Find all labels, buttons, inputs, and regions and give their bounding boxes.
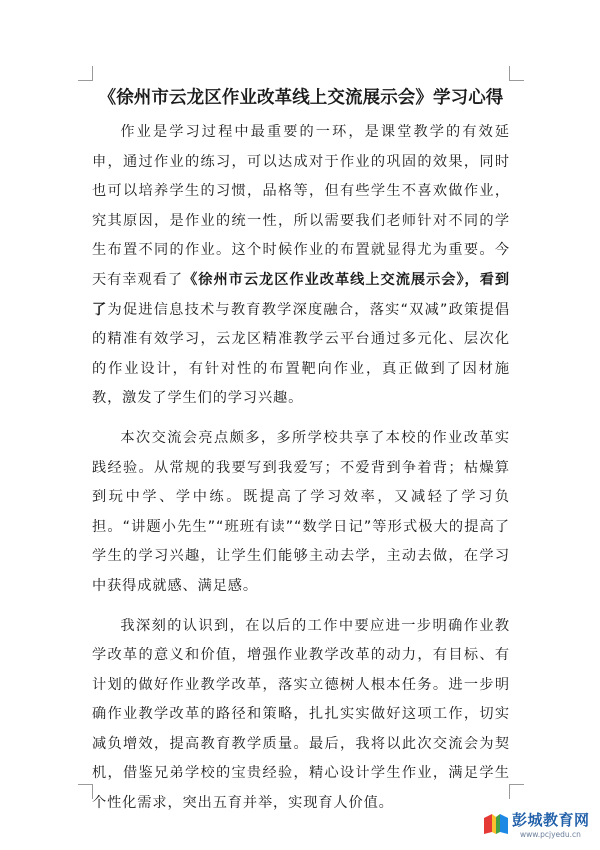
document-title: 《徐州市云龙区作业改革线上交流展示会》学习心得 bbox=[98, 88, 504, 108]
document-body bbox=[92, 118, 510, 829]
crop-mark-top-right bbox=[509, 66, 524, 81]
paragraph-1-bold-text: 《徐州市云龙区作业改革线上交流展示会》，看到了 bbox=[92, 271, 511, 318]
paragraph-2 bbox=[92, 424, 510, 602]
crop-mark-top-left bbox=[78, 66, 93, 81]
paragraph-1-text-a: 作业是学习过程中最重要的一环，是课堂教学的有效延申，通过作业的练习，可以达成对于作业的巩固的效果，同时也可以培养学生的习惯，品格等，但有些学生不喜欢做作业，究其原因，是作业的统一性，所以需要我们老师针对不同的学生布置不同的作业。这个时候作业的布置就显得尤为重要。今天有幸观看了 bbox=[92, 124, 510, 288]
books-icon bbox=[482, 810, 510, 836]
crop-mark-bottom-left bbox=[78, 784, 93, 799]
crop-mark-bottom-right bbox=[509, 784, 524, 799]
paragraph-3-text: 我深刻的认识到，在以后的工作中要应进一步明确作业教学改革的意义和价值，增强作业教学改革的动力，有目标、有计划的做好作业教学改革，落实立德树人根本任务。进一步明确作业教学改革的路径和策略，扎扎实实做好这项工作，切实减负增效，提高教育教学质量。最后，我将以此次交流会为契机，借鉴兄弟学校的宝贵经验，精心设计学生作业，满足学生个性化需求，突出五育并举，实现育人价值。 bbox=[92, 617, 510, 812]
site-url: www.pcjyedu.cn bbox=[520, 830, 581, 839]
paragraph-2-text: 本次交流会亮点颇多，多所学校共享了本校的作业改革实践经验。从常规的我要写到我爱写；不爱背到争着背；枯燥算到玩中学、学中练。既提高了学习效率，又减轻了学习负担。“讲题小先生”“班班有读”“数学日记”等形式极大的提高了学生的学习兴趣，让学生们能够主动去学，主动去做，在学习中获得成就感、满足感。 bbox=[92, 429, 510, 594]
paragraph-3 bbox=[92, 612, 510, 819]
paragraph-1-text-b: 为促进信息技术与教育教学深度融合，落实“双减”政策提倡的精准有效学习，云龙区精准教学云平台通过多元化、层次化的作业设计，有针对性的布置靶向作业，真正做到了因材施教，激发了学生们的学习兴趣。 bbox=[92, 301, 510, 407]
site-name: 彭城教育网 bbox=[512, 811, 590, 829]
paragraph-1 bbox=[92, 118, 510, 414]
site-watermark-logo bbox=[482, 806, 594, 846]
